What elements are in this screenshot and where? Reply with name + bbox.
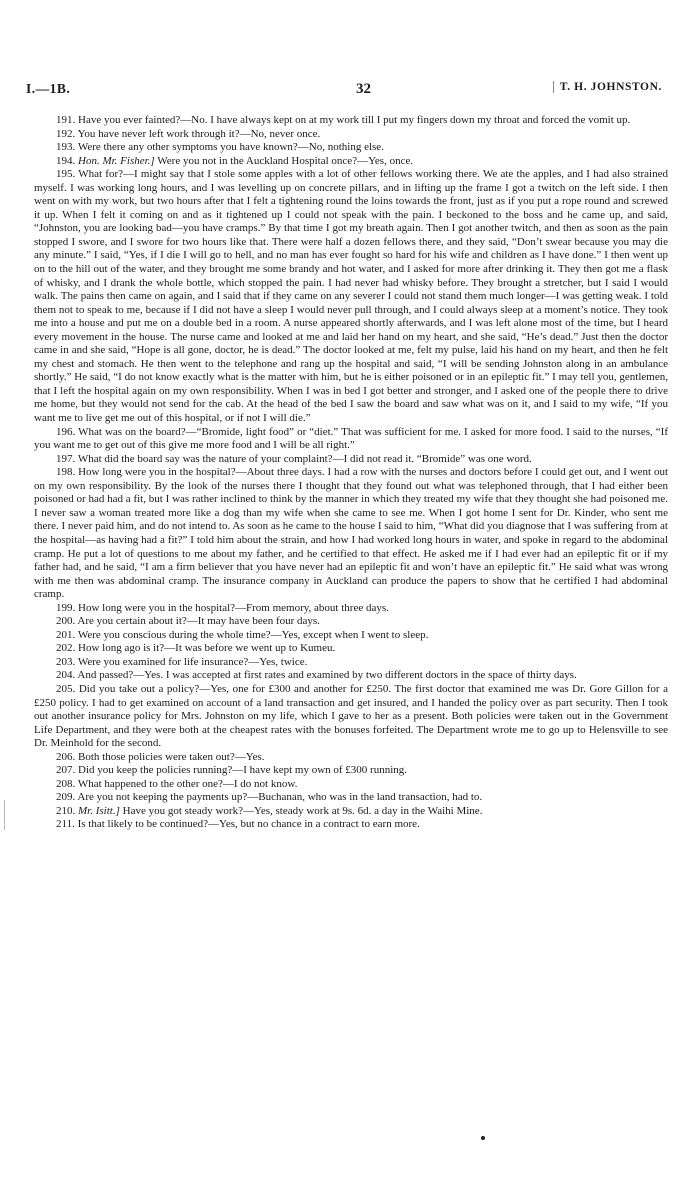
testimony-text: And passed?—Yes. I was accepted at first rates and examined by two different doctors in the space of thirty days. xyxy=(77,669,577,682)
scan-edge-mark xyxy=(4,800,5,830)
testimony-text: How long were you in the hospital?—From memory, about three days. xyxy=(78,601,389,614)
testimony-paragraph xyxy=(34,669,668,683)
question-number: 200. xyxy=(56,615,76,628)
testimony-body xyxy=(34,114,668,832)
section-reference: I.—1B. xyxy=(26,81,71,96)
testimony-paragraph xyxy=(34,683,668,751)
testimony-paragraph xyxy=(34,426,668,453)
question-number: 202. xyxy=(56,642,76,655)
question-number: 203. xyxy=(56,655,76,668)
question-number: 201. xyxy=(56,628,76,641)
testimony-text: How long were you in the hospital?—About three days. I had a row with the nurses and doctors before I could get out, and I went out on my own responsibility. By the look of the nurses there I thought that they found out what was telephoned through, that I had either been poisoned or had had a fit, but I was rather inclined to think by the manner in which they treated my wife that they thought she had poisoned me. I never saw a woman treated more like a dog than my wife when she came to see me. When I got home I sent for Dr. Kinder, who sent me there. I never paid him, and do not intend to. As soon as he came to the house I said to him, “What did you diagnose that I was suffering from at the hospital—as having had a fit?” I told him about the strain, and how I had worked long hours in water, and spoke in regard to the abdominal cramp. He put a lot of questions to me about my father, and he certified to that effect. He asked me if I had ever had an epileptic fit or if my father had, and he said, “I am a firm believer that you have never had an epileptic fit and won’t have an epileptic fit.” He said what was wrong with me then was abdominal cramp. The insurance company in Auckland can produce the papers to show that he certified I had abdominal cramp. xyxy=(34,466,669,601)
page-number: 32 xyxy=(356,81,371,97)
testimony-text: Both those policies were taken out?—Yes. xyxy=(78,750,265,763)
question-number: 204. xyxy=(56,669,76,682)
testimony-text: Were you conscious during the whole time?—Yes, except when I went to sleep. xyxy=(77,628,429,641)
question-number: 206. xyxy=(56,750,76,763)
testimony-text: Were you examined for life insurance?—Yes, twice. xyxy=(77,655,308,668)
testimony-text: Did you take out a policy?—Yes, one for £300 and another for £250. The first doctor that examined me was Dr. Gore Gillon for a £250 policy. I had to get examined on account of a land transaction and get insured, and I handed the policy over as part security. Then I took out another insurance policy for Mrs. Johnston on my life, which I gave to her as a present. Both policies were taken out in the Government Life Department, and they were both at the cheapest rates with the bonuses forfeited. The Department wrote me to go up to Helensville to see Dr. Meinhold for the second. xyxy=(34,682,668,750)
question-number: 199. xyxy=(56,601,76,614)
testimony-paragraph xyxy=(34,453,668,467)
testimony-paragraph xyxy=(34,466,668,601)
testimony-text: Have you got steady work?—Yes, steady work at 9s. 6d. a day in the Waihi Mine. xyxy=(122,804,483,817)
testimony-paragraph xyxy=(34,764,668,778)
testimony-text: Are you not keeping the payments up?—Buchanan, who was in the land transaction, had to. xyxy=(77,791,483,804)
witness-name: T. H. JOHNSTON. xyxy=(553,81,662,93)
testimony-text: What for?—I might say that I stole some apples with a lot of other fellows working there. We ate the apples, and I had also strained myself. I was working long hours, and I was levelling up on concrete pillars, and in lifting up the frame I got a twitch on the left side. I then went on with my work, but two hours after that I felt a tightening round the loins towards the front, just as if you put a rope round and screwed it up. When I felt it coming on and as it tightened up I could not speak with the pain. I beckoned to the boss and he came up, and said, “Johnston, you are looking bad—you have cramps.” By that time I got my breath again. Then I got another twitch, and then as soon as the pain stopped I swore, and I swore for two hours like that. There were half a dozen fellows there, and they said, “Don’t swear because you may die any minute.” I said, “Yes, if I die I will go to hell, and no man has ever fought so hard for his wife and children as I have done.” I then went up on to the hill out of the water, and they brought me some brandy and hot water, and I asked for more after drinking it. They then got me a flask of whisky, and I drank the whole bottle, which stopped the pain. I had never had whisky before. They brought a stretcher, but I said I would walk. The pains then came on again, and I said that if they came on any severer I could not stand them much longer—I was getting weak. I told them not to speak to me, because if I did not have a sleep I would never pull through, and I could always sleep at a moment’s notice. They took me into a house and put me on a double bed in a room. A nurse appeared shortly afterwards, and I was left alone most of the time, but I heard every movement in the house. The nurse came and looked at me and laid her hand on my heart, and she said, “He’s dead.” Just then the doctor came in and she said, “Hope is all gone, doctor, he is dead.” The doctor looked at me, felt my pulse, laid his hand on my heart, and then he felt my chest and stomach. He then went to the telephone and rang up the hospital and said, “I will be sending Johnston along in an ambulance shortly.” He said, “I do not know exactly what is the matter with him, but he is either poisoned or in an epileptic fit.” I may tell you, gentlemen, that I left the hospital again on my own responsibility. When I was in bed I got better and stronger, and I asked one of the people there to drive me home, but they would not send for the cab. At the head of the bed I saw the board and saw what was on it, and I said to my wife, “If you want me to live get me out of this hospital, or if not I will die.” xyxy=(34,168,668,425)
question-number: 198. xyxy=(56,466,76,479)
testimony-paragraph xyxy=(34,141,668,155)
testimony-paragraph xyxy=(34,602,668,616)
question-number: 192. xyxy=(56,127,76,140)
question-number: 205. xyxy=(56,682,76,695)
testimony-text: Did you keep the policies running?—I have kept my own of £300 running. xyxy=(78,764,408,777)
testimony-paragraph xyxy=(34,615,668,629)
testimony-paragraph xyxy=(34,128,668,142)
testimony-text: Is that likely to be continued?—Yes, but no chance in a contract to earn more. xyxy=(77,818,420,831)
speaker-name: Mr. Isitt.] xyxy=(78,804,120,817)
question-number: 196. xyxy=(56,425,76,438)
page-header xyxy=(26,81,674,101)
testimony-text: Were you not in the Auckland Hospital once?—Yes, once. xyxy=(157,154,414,167)
testimony-paragraph xyxy=(34,114,668,128)
testimony-text: Are you certain about it?—It may have been four days. xyxy=(77,615,320,628)
question-number: 193. xyxy=(56,141,76,154)
question-number: 194. xyxy=(56,154,76,167)
testimony-text: What was on the board?—“Bromide, light food” or “diet.” That was sufficient for me. I asked for more food. I said to the nurses, “If you want me to get out of this give me more food and I will be all right.” xyxy=(34,425,668,452)
testimony-text: Were there any other symptoms you have known?—No, nothing else. xyxy=(77,141,384,154)
testimony-paragraph xyxy=(34,751,668,765)
question-number: 197. xyxy=(56,452,76,465)
testimony-text: You have never left work through it?—No, never once. xyxy=(77,127,321,140)
testimony-text: Have you ever fainted?—No. I have always kept on at my work till I put my fingers down my throat and forced the vomit up. xyxy=(78,114,631,126)
speaker-name: Hon. Mr. Fisher.] xyxy=(78,154,155,167)
testimony-text: What happened to the other one?—I do not know. xyxy=(77,777,298,790)
testimony-paragraph xyxy=(34,778,668,792)
question-number: 195. xyxy=(56,168,76,181)
ink-dot xyxy=(481,1136,485,1140)
question-number: 209. xyxy=(56,791,76,804)
testimony-text: What did the board say was the nature of your complaint?—I did not read it. “Bromide” was one word. xyxy=(77,452,532,465)
testimony-paragraph xyxy=(34,805,668,819)
testimony-paragraph xyxy=(34,629,668,643)
testimony-paragraph xyxy=(34,818,668,832)
testimony-paragraph xyxy=(34,168,668,425)
question-number: 191. xyxy=(56,114,76,126)
testimony-paragraph xyxy=(34,656,668,670)
question-number: 208. xyxy=(56,777,76,790)
testimony-paragraph xyxy=(34,791,668,805)
question-number: 211. xyxy=(56,818,75,831)
question-number: 210. xyxy=(56,804,76,817)
testimony-paragraph xyxy=(34,642,668,656)
testimony-text: How long ago is it?—It was before we went up to Kumeu. xyxy=(78,642,336,655)
question-number: 207. xyxy=(56,764,76,777)
testimony-paragraph xyxy=(34,155,668,169)
